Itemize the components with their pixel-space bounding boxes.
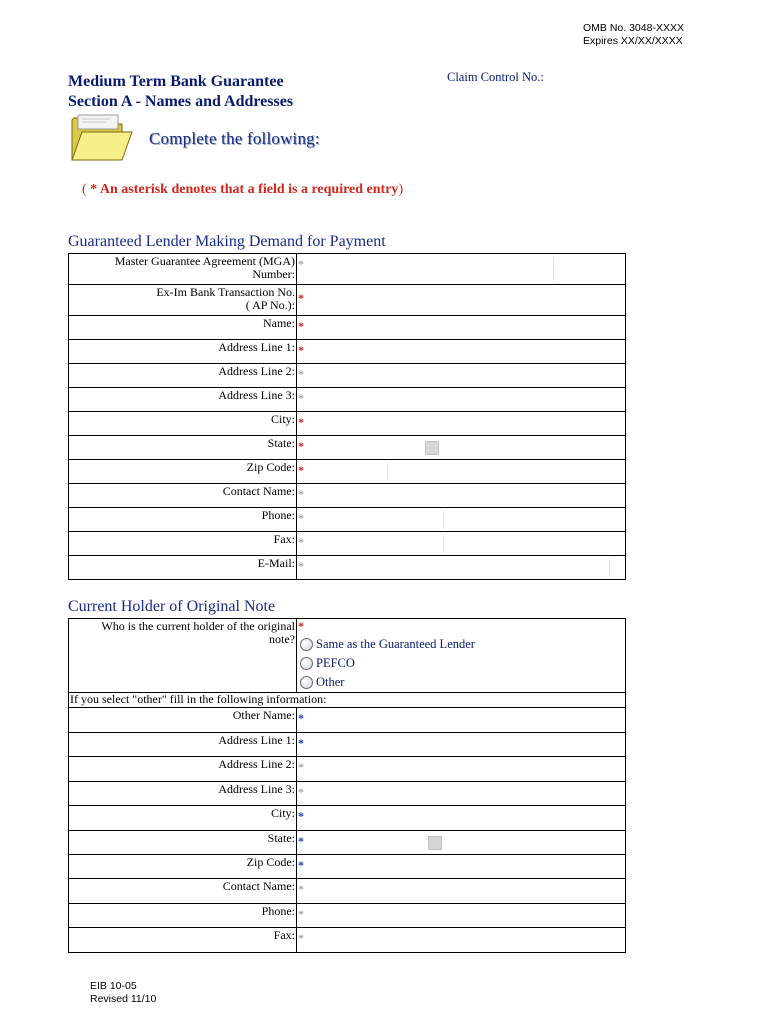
- holder-row-address3: [69, 782, 626, 806]
- holder-section-title: Current Holder of Original Note: [68, 598, 276, 615]
- radio-option-other[interactable]: [300, 673, 625, 692]
- radio-option-same-lender[interactable]: [300, 635, 625, 654]
- omb-expires: Expires XX/XX/XXXX: [583, 35, 683, 47]
- required-marker: *: [298, 415, 304, 429]
- conditional-marker: *: [298, 736, 304, 750]
- holder-address2-field[interactable]: [297, 757, 626, 782]
- lender-zip-field[interactable]: [297, 460, 626, 484]
- holder-label-fax: Fax:: [69, 928, 297, 953]
- claim-control-label: Claim Control No.:: [447, 70, 544, 84]
- holder-row-address1: [69, 733, 626, 757]
- asterisk-note: [82, 182, 403, 198]
- other-note: If you select "other" fill in the following information:: [69, 693, 626, 708]
- holder-row-phone: [69, 904, 626, 928]
- revision-date: Revised 11/10: [90, 993, 157, 1005]
- lender-row-address2: [69, 364, 626, 388]
- field-divider: [443, 535, 444, 552]
- label-line: Who is the current holder of the original: [101, 619, 295, 633]
- complete-following-heading: Complete the following:: [149, 129, 320, 148]
- holder-row-question: [69, 619, 626, 693]
- lender-row-zip: [69, 460, 626, 484]
- optional-marker: *: [298, 257, 304, 271]
- holder-row-address2: [69, 757, 626, 782]
- holder-question-label: [69, 619, 297, 693]
- optional-marker: *: [298, 511, 304, 525]
- radio-label: PEFCO: [316, 656, 355, 670]
- optional-marker: *: [298, 535, 304, 549]
- holder-other-name-field[interactable]: [297, 708, 626, 733]
- title-line-2: Section A - Names and Addresses: [68, 93, 294, 110]
- lender-row-state: [69, 436, 626, 460]
- optional-marker: *: [298, 487, 304, 501]
- radio-label: Same as the Guaranteed Lender: [316, 637, 475, 651]
- holder-state-select[interactable]: [297, 831, 626, 855]
- asterisk-note-close: ): [398, 182, 404, 197]
- holder-row-zip: [69, 855, 626, 879]
- lender-label-address2: Address Line 2:: [69, 364, 297, 388]
- optional-marker: *: [298, 367, 304, 381]
- optional-marker: *: [298, 559, 304, 573]
- conditional-marker: *: [298, 858, 304, 872]
- required-marker: *: [298, 291, 304, 305]
- holder-address1-field[interactable]: [297, 733, 626, 757]
- required-marker: *: [298, 439, 304, 453]
- conditional-marker: *: [298, 809, 304, 823]
- holder-city-field[interactable]: [297, 806, 626, 831]
- lender-row-address1: [69, 340, 626, 364]
- holder-row-contact: [69, 879, 626, 904]
- lender-address1-field[interactable]: [297, 340, 626, 364]
- optional-marker: *: [298, 882, 304, 896]
- radio-circle[interactable]: [300, 676, 313, 689]
- holder-form-table: [68, 618, 626, 953]
- field-divider: [443, 511, 444, 528]
- required-marker: *: [298, 619, 304, 633]
- holder-label-city: City:: [69, 806, 297, 831]
- optional-marker: *: [298, 931, 304, 945]
- mga-number-field[interactable]: [297, 254, 626, 285]
- lender-label-city: City:: [69, 412, 297, 436]
- asterisk-note-text: An asterisk denotes that a field is a required entry: [97, 182, 399, 197]
- transaction-number-field[interactable]: [297, 285, 626, 316]
- label-line: ( AP No.):: [245, 298, 295, 312]
- form-footer: [90, 980, 156, 1006]
- lender-label-name: Name:: [69, 316, 297, 340]
- folder-icon: [70, 112, 134, 162]
- required-marker: *: [298, 319, 304, 333]
- lender-row-address3: [69, 388, 626, 412]
- required-marker: *: [298, 343, 304, 357]
- radio-option-pefco[interactable]: [300, 654, 625, 673]
- asterisk-note-open: (: [82, 182, 91, 197]
- required-marker: *: [298, 463, 304, 477]
- lender-form-table: [68, 253, 626, 580]
- lender-row-city: [69, 412, 626, 436]
- conditional-marker: *: [298, 834, 304, 848]
- label-line: Ex-Im Bank Transaction No.: [156, 285, 295, 299]
- holder-fax-field[interactable]: [297, 928, 626, 953]
- holder-other-note-row: [69, 693, 626, 708]
- optional-marker: *: [298, 760, 304, 774]
- optional-marker: *: [298, 907, 304, 921]
- lender-label-email: E-Mail:: [69, 556, 297, 580]
- holder-label-state: State:: [69, 831, 297, 855]
- optional-marker: *: [298, 391, 304, 405]
- optional-marker: *: [298, 785, 304, 799]
- conditional-marker: *: [298, 711, 304, 725]
- holder-label-other-name: Other Name:: [69, 708, 297, 733]
- lender-label-mga: [69, 254, 297, 285]
- radio-label: Other: [316, 675, 345, 689]
- lender-label-fax: Fax:: [69, 532, 297, 556]
- form-number: EIB 10-05: [90, 980, 137, 992]
- holder-address3-field[interactable]: [297, 782, 626, 806]
- omb-number: OMB No. 3048-XXXX: [583, 22, 684, 34]
- lender-fax-field[interactable]: [297, 532, 626, 556]
- holder-label-phone: Phone:: [69, 904, 297, 928]
- holder-row-state: [69, 831, 626, 855]
- lender-address2-field[interactable]: [297, 364, 626, 388]
- label-line: note?: [269, 632, 295, 646]
- holder-zip-field[interactable]: [297, 855, 626, 879]
- omb-info: [583, 22, 684, 48]
- holder-label-contact: Contact Name:: [69, 879, 297, 904]
- asterisk-note-symbol: *: [90, 182, 98, 197]
- holder-label-address1: Address Line 1:: [69, 733, 297, 757]
- radio-circle[interactable]: [300, 638, 313, 651]
- lender-label-address3: Address Line 3:: [69, 388, 297, 412]
- title-line-1: Medium Term Bank Guarantee: [68, 73, 284, 90]
- document-title: [68, 72, 293, 112]
- state-dropdown-button[interactable]: [425, 441, 439, 455]
- field-divider: [553, 257, 554, 281]
- label-line: Number:: [252, 267, 295, 281]
- lender-row-name: [69, 316, 626, 340]
- lender-label-state: State:: [69, 436, 297, 460]
- holder-label-address3: Address Line 3:: [69, 782, 297, 806]
- holder-phone-field[interactable]: [297, 904, 626, 928]
- lender-label-phone: Phone:: [69, 508, 297, 532]
- lender-state-select[interactable]: [297, 436, 626, 460]
- state-dropdown-button[interactable]: [428, 836, 442, 850]
- lender-row-contact: [69, 484, 626, 508]
- lender-name-field[interactable]: [297, 316, 626, 340]
- lender-label-contact: Contact Name:: [69, 484, 297, 508]
- holder-label-address2: Address Line 2:: [69, 757, 297, 782]
- lender-email-field[interactable]: [297, 556, 626, 580]
- lender-phone-field[interactable]: [297, 508, 626, 532]
- holder-contact-field[interactable]: [297, 879, 626, 904]
- lender-contact-field[interactable]: [297, 484, 626, 508]
- label-line: Master Guarantee Agreement (MGA): [114, 254, 295, 268]
- holder-row-city: [69, 806, 626, 831]
- holder-row-fax: [69, 928, 626, 953]
- lender-row-transaction: [69, 285, 626, 316]
- radio-circle[interactable]: [300, 657, 313, 670]
- holder-row-other-name: [69, 708, 626, 733]
- holder-radio-group: [297, 619, 626, 693]
- lender-row-phone: [69, 508, 626, 532]
- lender-label-transaction: [69, 285, 297, 316]
- lender-address3-field[interactable]: [297, 388, 626, 412]
- lender-label-zip: Zip Code:: [69, 460, 297, 484]
- lender-section-title: Guaranteed Lender Making Demand for Payment: [68, 233, 386, 250]
- lender-label-address1: Address Line 1:: [69, 340, 297, 364]
- lender-row-email: [69, 556, 626, 580]
- lender-row-fax: [69, 532, 626, 556]
- field-divider: [387, 463, 388, 480]
- lender-city-field[interactable]: [297, 412, 626, 436]
- holder-label-zip: Zip Code:: [69, 855, 297, 879]
- lender-row-mga: [69, 254, 626, 285]
- field-divider: [609, 559, 610, 576]
